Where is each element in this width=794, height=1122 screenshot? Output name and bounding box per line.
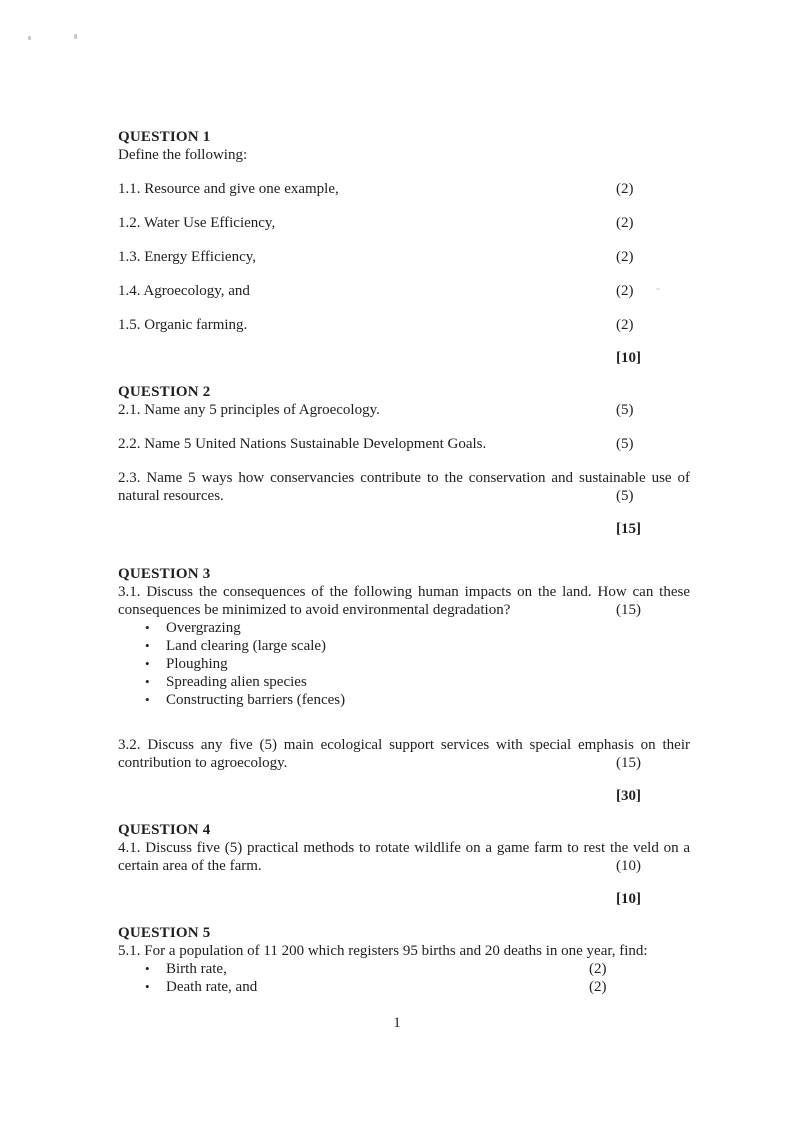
question-item-text: 1.3. Energy Efficiency, bbox=[118, 249, 257, 265]
question-3-1-bullet-list bbox=[118, 619, 690, 709]
bullet-item bbox=[118, 978, 690, 996]
question-item-1-2 bbox=[118, 214, 690, 232]
bullet-text: Birth rate, bbox=[166, 961, 227, 977]
marks-value: (2) bbox=[616, 181, 634, 197]
marks-value: (2) bbox=[616, 215, 634, 231]
question-1 bbox=[118, 128, 690, 367]
marks-value: (2) bbox=[589, 979, 607, 995]
question-2-title: QUESTION 2 bbox=[118, 384, 211, 400]
question-item-text: 3.2. Discuss any five (5) main ecological support services with special emphasis on their contribution to agroecology. bbox=[118, 737, 690, 771]
marks-value: (15) bbox=[616, 755, 641, 771]
question-item-text: 3.1. Discuss the consequences of the following human impacts on the land. How can these consequences be minimized to avoid environmental degradation? bbox=[118, 584, 690, 618]
question-1-total-marks: [10] bbox=[616, 350, 641, 366]
marks-value: (2) bbox=[616, 249, 634, 265]
document-body bbox=[118, 128, 690, 996]
question-5 bbox=[118, 924, 690, 996]
question-1-intro: Define the following: bbox=[118, 147, 248, 163]
question-item-text: 4.1. Discuss five (5) practical methods to rotate wildlife on a game farm to rest the veld on a certain area of the farm. bbox=[118, 840, 690, 874]
question-item-2-3 bbox=[118, 469, 690, 505]
question-2 bbox=[118, 383, 690, 538]
question-item-text: 2.3. Name 5 ways how conservancies contribute to the conservation and sustainable use of natural resources. bbox=[118, 470, 690, 504]
bullet-text: Death rate, and bbox=[166, 979, 258, 995]
bullet-item bbox=[118, 673, 690, 691]
bullet-icon: • bbox=[145, 674, 150, 689]
bullet-item bbox=[118, 619, 690, 637]
bullet-text: Spreading alien species bbox=[166, 674, 307, 690]
question-item-4-1 bbox=[118, 839, 690, 875]
question-5-title: QUESTION 5 bbox=[118, 925, 211, 941]
bullet-icon: • bbox=[145, 961, 150, 976]
bullet-text: Ploughing bbox=[166, 656, 228, 672]
bullet-item bbox=[118, 637, 690, 655]
page-number: 1 bbox=[393, 1015, 401, 1031]
marks-value: (5) bbox=[616, 488, 634, 504]
question-4-total-marks: [10] bbox=[616, 891, 641, 907]
question-item-2-2 bbox=[118, 435, 690, 453]
bullet-text: Constructing barriers (fences) bbox=[166, 692, 346, 708]
question-item-text: 1.1. Resource and give one example, bbox=[118, 181, 339, 197]
question-item-1-3 bbox=[118, 248, 690, 266]
bullet-icon: • bbox=[145, 638, 150, 653]
bullet-item bbox=[118, 655, 690, 673]
bullet-icon: • bbox=[145, 692, 150, 707]
marks-value: (15) bbox=[616, 602, 641, 618]
question-5-1-bullet-list bbox=[118, 960, 690, 996]
question-item-5-1 bbox=[118, 942, 690, 960]
bullet-icon: • bbox=[145, 620, 150, 635]
question-item-text: 5.1. For a population of 11 200 which registers 95 births and 20 deaths in one year, find: bbox=[118, 943, 648, 959]
scan-speck bbox=[74, 34, 77, 39]
question-item-2-1 bbox=[118, 401, 690, 419]
bullet-item bbox=[118, 960, 690, 978]
question-item-1-4 bbox=[118, 282, 690, 300]
question-item-1-5 bbox=[118, 316, 690, 334]
marks-value: (2) bbox=[616, 317, 634, 333]
question-item-1-1 bbox=[118, 180, 690, 198]
bullet-icon: • bbox=[145, 656, 150, 671]
marks-value: (5) bbox=[616, 402, 634, 418]
question-item-text: 1.5. Organic farming. bbox=[118, 317, 248, 333]
question-3-title: QUESTION 3 bbox=[118, 566, 211, 582]
question-item-3-2 bbox=[118, 736, 690, 772]
question-1-title: QUESTION 1 bbox=[118, 129, 211, 145]
bullet-text: Land clearing (large scale) bbox=[166, 638, 327, 654]
question-item-text: 1.4. Agroecology, and bbox=[118, 283, 250, 299]
question-item-text: 1.2. Water Use Efficiency, bbox=[118, 215, 276, 231]
bullet-item bbox=[118, 691, 690, 709]
question-4-title: QUESTION 4 bbox=[118, 822, 211, 838]
question-2-total-marks: [15] bbox=[616, 521, 641, 537]
marks-value: (5) bbox=[616, 436, 634, 452]
question-item-text: 2.2. Name 5 United Nations Sustainable Development Goals. bbox=[118, 436, 487, 452]
bullet-text: Overgrazing bbox=[166, 620, 241, 636]
marks-value: (2) bbox=[616, 283, 634, 299]
scan-speck bbox=[28, 36, 31, 40]
marks-value: (10) bbox=[616, 858, 641, 874]
question-item-text: 2.1. Name any 5 principles of Agroecology. bbox=[118, 402, 380, 418]
question-4 bbox=[118, 821, 690, 908]
question-item-3-1 bbox=[118, 583, 690, 619]
question-3-total-marks: [30] bbox=[616, 788, 641, 804]
bullet-icon: • bbox=[145, 979, 150, 994]
marks-value: (2) bbox=[589, 961, 607, 977]
question-3 bbox=[118, 565, 690, 805]
